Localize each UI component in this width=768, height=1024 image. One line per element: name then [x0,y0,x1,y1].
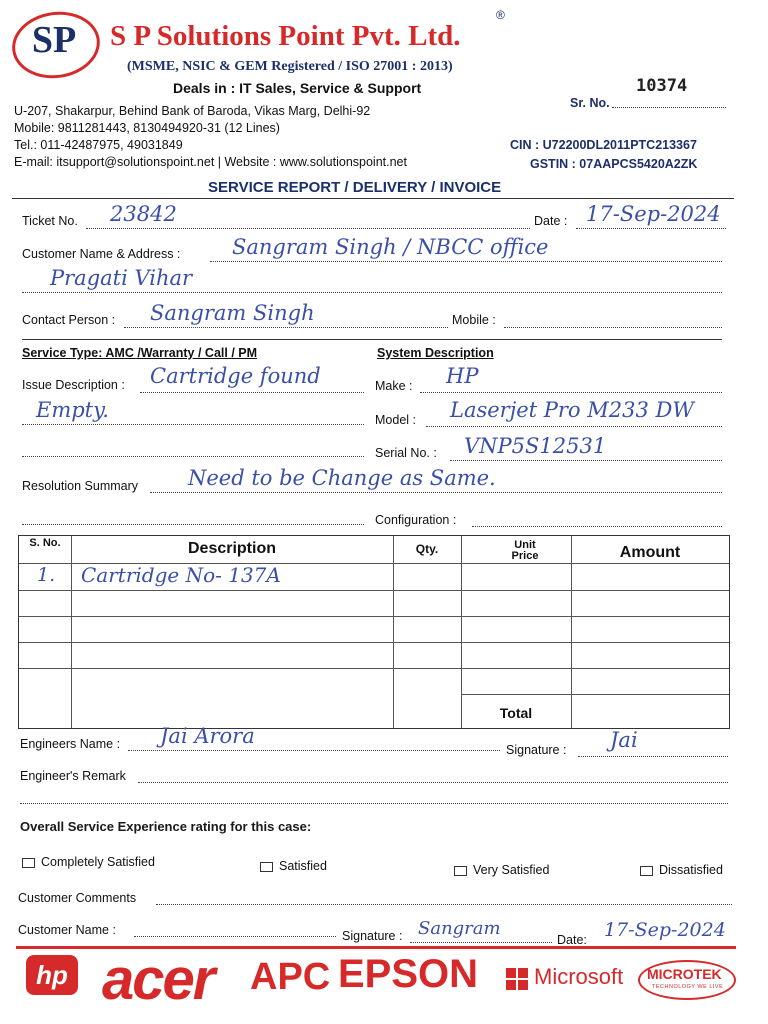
apc-logo: APC [250,956,331,998]
checkbox[interactable] [640,866,653,876]
option-label: Dissatisfied [659,863,723,877]
customer-signature: Sangram [418,918,501,939]
issue-line-1 [140,392,364,393]
mobile-label: Mobile : [452,313,496,327]
engineer-remark-line [138,782,728,783]
issue-description-1: Cartridge found [150,364,321,388]
customer-signature-label: Signature : [342,929,403,943]
option-label: Completely Satisfied [41,855,155,869]
description-header: Description [187,540,276,557]
row-1-description: Cartridge No- 137A [81,563,281,587]
customer-date-label: Date: [557,933,587,947]
serial-value: VNP5S12531 [464,434,607,458]
engineer-remark-label: Engineer's Remark [20,769,126,783]
rating-title: Overall Service Experience rating for this case: [20,819,312,834]
sno-header: S. No. [29,537,61,549]
items-table [18,535,730,729]
ticket-line [86,228,530,229]
customer-name-address-label: Customer Name & Address : [22,247,181,261]
cin-number: CIN : U72200DL2011PTC213367 [510,138,697,152]
epson-logo: EPSON [338,952,479,996]
amount-header: Amount [619,544,681,561]
make-value: HP [446,364,479,388]
customer-date: 17-Sep-2024 [604,919,726,941]
email-website: E-mail: itsupport@solutionspoint.net | Website : www.solutionspoint.net [14,155,407,169]
acer-logo: acer [102,947,214,1012]
serial-number-label: Sr. No. [570,96,610,110]
issue-description-2: Empty. [36,398,109,422]
microtek-logo: MICROTEK [647,966,722,982]
issue-description-label: Issue Description : [22,378,125,392]
registered-mark: ® [496,8,505,22]
model-label: Model : [375,413,416,427]
unit-price-header: Unit Price [511,539,539,562]
qty-header: Qty. [415,542,439,556]
engineer-signature-line [578,756,728,757]
registrations: (MSME, NSIC & GEM Registered / ISO 27001 : 2013) [127,59,453,74]
engineers-name: Jai Arora [160,724,255,748]
col-divider [461,536,462,728]
document-title: SERVICE REPORT / DELIVERY / INVOICE [208,179,502,196]
row-divider [19,642,729,643]
microsoft-logo: Microsoft [534,964,624,989]
checkbox[interactable] [260,862,273,872]
contact-person-label: Contact Person : [22,313,116,327]
row-1-sno: 1. [37,564,56,586]
customer-signature-line [410,942,552,943]
company-name: S P Solutions Point Pvt. Ltd. [110,20,461,52]
make-line [420,392,722,393]
deals-in: Deals in : IT Sales, Service & Support [173,80,422,96]
rating-very-satisfied[interactable] [454,863,549,877]
customer-line-2 [22,292,722,293]
hp-logo: hp [26,955,78,995]
serial-number: 10374 [636,76,688,96]
gstin-number: GSTIN : 07AAPCS5420A2ZK [530,157,698,171]
customer-line-1 [210,261,722,262]
telephone: Tel.: 011-42487975, 49031849 [14,138,183,152]
option-label: Satisfied [279,859,327,873]
date-label: Date : [534,214,568,228]
col-divider [571,536,572,728]
serial-number-line [612,107,726,108]
section-divider [22,339,722,340]
customer-comments-line [156,904,732,905]
system-description-title: System Description [377,346,494,360]
date-line [576,228,726,229]
ticket-label: Ticket No. [22,214,78,228]
row-divider [19,590,729,591]
service-type-label: Service Type: AMC /Warranty / Call / PM [22,346,258,360]
make-label: Make : [375,379,413,393]
rating-dissatisfied[interactable] [640,863,723,877]
total-label: Total [499,705,533,721]
row-divider [19,668,729,669]
resolution-summary: Need to be Change as Same. [188,466,496,490]
option-label: Very Satisfied [473,863,550,877]
configuration-label: Configuration : [375,513,457,527]
col-divider [71,536,72,728]
microtek-tagline: TECHNOLOGY WE LIVE [652,984,724,990]
ticket-number: 23842 [110,202,177,226]
customer-name-address-2: Pragati Vihar [50,266,193,290]
customer-name-label: Customer Name : [18,923,116,937]
resolution-summary-label: Resolution Summary [22,479,139,493]
logo-text: SP [31,19,77,61]
model-line [426,426,722,427]
customer-name-line [134,936,336,937]
checkbox[interactable] [22,858,35,868]
engineer-signature: Jai [610,728,638,752]
customer-name-address-1: Sangram Singh / NBCC office [232,235,549,259]
resolution-line [150,492,722,493]
ticket-date: 17-Sep-2024 [586,202,721,226]
mobile-line [504,327,722,328]
col-divider [393,536,394,728]
rating-completely-satisfied[interactable] [22,855,155,869]
serial-line [450,460,722,461]
issue-line-2 [22,424,364,425]
customer-comments-label: Customer Comments [18,891,137,905]
mobile-numbers: Mobile: 9811281443, 8130494920-31 (12 Lines) [14,121,280,135]
engineer-name-line [128,750,500,751]
contact-line [124,327,448,328]
serial-no-label: Serial No. : [375,446,437,460]
engineer-signature-label: Signature : [506,743,567,757]
address: U-207, Shakarpur, Behind Bank of Baroda, Vikas Marg, Delhi-92 [14,104,371,118]
model-value: Laserjet Pro M233 DW [450,398,694,422]
contact-person: Sangram Singh [150,301,315,325]
resolution-line-2 [22,524,364,525]
issue-line-3 [22,456,364,457]
checkbox[interactable] [454,866,467,876]
rating-satisfied[interactable] [260,859,327,873]
row-divider [461,694,729,695]
engineer-remark-line-2 [20,803,728,804]
engineers-name-label: Engineers Name : [20,737,121,751]
row-divider [19,616,729,617]
configuration-line [472,526,722,527]
microsoft-logo-icon [506,968,528,990]
